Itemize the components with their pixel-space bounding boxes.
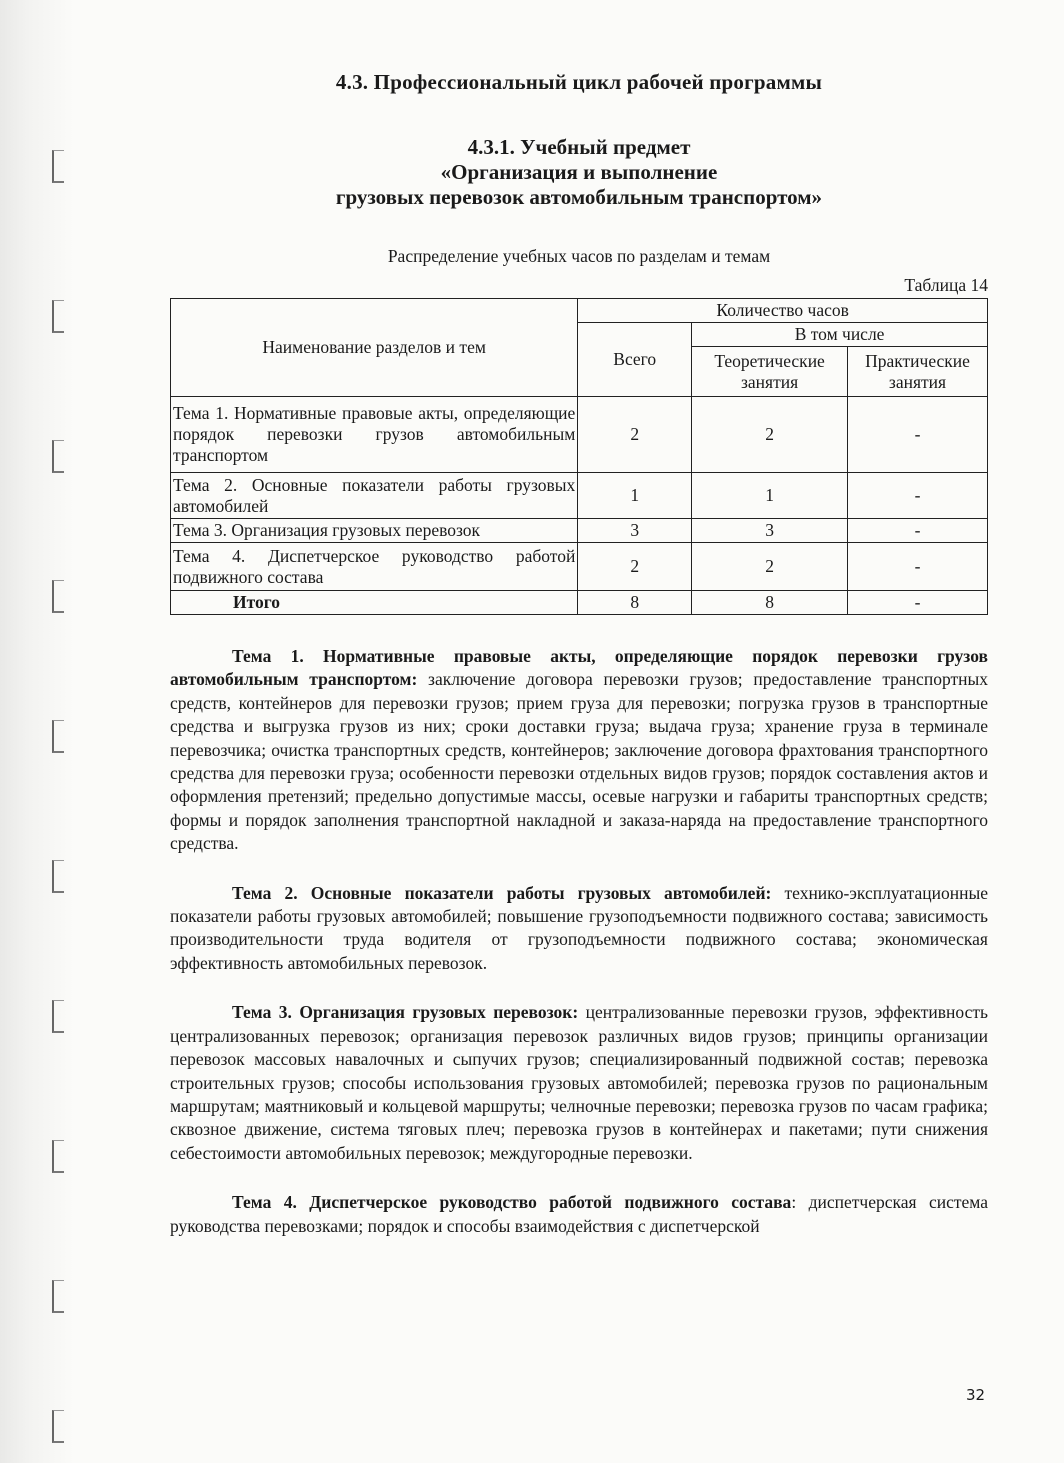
hours-table <box>170 298 988 615</box>
practice-hours: - <box>848 473 988 519</box>
binding-hole <box>52 1000 64 1033</box>
header-hours: Количество часов <box>578 299 988 323</box>
table-row <box>171 473 988 519</box>
theory-hours: 3 <box>692 519 848 543</box>
subject-title <box>170 135 988 210</box>
topic-name: Тема 2. Основные показатели работы грузовых автомобилей <box>171 473 578 519</box>
topic-paragraph <box>170 1191 988 1238</box>
header-theory: Теоретические занятия <box>692 347 848 397</box>
binding-hole <box>52 860 64 893</box>
subject-title-line: грузовых перевозок автомобильным транспортом» <box>335 185 823 209</box>
document-page <box>170 70 988 1238</box>
header-practice: Практические занятия <box>848 347 988 397</box>
total-hours: 1 <box>578 473 692 519</box>
binding-hole <box>52 300 64 333</box>
page-number: 32 <box>966 1386 986 1404</box>
binding-hole <box>52 1140 64 1173</box>
table-total-row <box>171 591 988 615</box>
topic-text: централизованные перевозки грузов, эффективность централизованных перевозок; организация перевозок различных видов грузов; принципы организации перевозок массовых навалочных и сыпучих грузов; специализированный подвижной состав; перевозка строительных грузов; способы использования грузовых автомобилей; перевозка грузов по рациональным маршрутам; маятниковый и кольцевой маршруты; челночные перевозки; перевозка грузов по часам графика; сквозное движение, система тяговых плеч; перевозка грузов в контейнерах и пакетами; пути снижения себестоимости автомобильных перевозок; междугородные перевозки. <box>170 1002 988 1163</box>
topic-heading: Тема 4. Диспетчерское руководство работой подвижного состава <box>232 1192 792 1213</box>
theory-hours: 1 <box>692 473 848 519</box>
topic-heading: Тема 1. Нормативные правовые акты, определяющие порядок перевозки грузов автомобильным транспортом: <box>170 646 988 690</box>
total-hours: 2 <box>578 397 692 473</box>
topic-text: : диспетчерская система руководства перевозками; порядок и способы взаимодействия с диспетчерской <box>170 1192 988 1236</box>
subject-title-line: 4.3.1. Учебный предмет <box>467 135 691 159</box>
binding-hole <box>52 440 64 473</box>
topic-heading: Тема 2. Основные показатели работы грузовых автомобилей: <box>232 882 772 903</box>
topic-name: Тема 3. Организация грузовых перевозок <box>171 519 578 543</box>
topic-paragraph <box>170 1001 988 1165</box>
topic-name: Тема 1. Нормативные правовые акты, определяющие порядок перевозки грузов автомобильным транспортом <box>171 397 578 473</box>
table-row <box>171 397 988 473</box>
binding-hole <box>52 150 64 183</box>
table-row <box>171 519 988 543</box>
total-hours: 3 <box>578 519 692 543</box>
practice-hours: - <box>848 543 988 591</box>
topic-heading: Тема 3. Организация грузовых перевозок: <box>232 1002 579 1023</box>
subject-title-line: «Организация и выполнение <box>440 160 718 184</box>
binding-edge <box>0 0 74 1463</box>
total-hours: 2 <box>578 543 692 591</box>
topic-paragraph <box>170 645 988 856</box>
binding-hole <box>52 580 64 613</box>
total-hours: 8 <box>578 591 692 615</box>
binding-hole <box>52 720 64 753</box>
practice-hours: - <box>848 397 988 473</box>
table-number: Таблица 14 <box>904 275 988 295</box>
theory-hours: 2 <box>692 397 848 473</box>
practice-hours: - <box>848 591 988 615</box>
table-caption: Распределение учебных часов по разделам и темам <box>387 246 771 266</box>
theory-hours: 8 <box>692 591 848 615</box>
total-label: Итого <box>171 591 578 615</box>
theory-hours: 2 <box>692 543 848 591</box>
practice-hours: - <box>848 519 988 543</box>
binding-hole <box>52 1280 64 1313</box>
binding-hole <box>52 1410 64 1443</box>
topic-text: технико-эксплуатационные показатели работы грузовых автомобилей; повышение грузоподъемности подвижного состава; зависимость производительности труда водителя от грузоподъемности подвижного состава; экономическая эффективность автомобильных перевозок. <box>170 882 989 973</box>
topic-paragraph <box>170 882 988 976</box>
table-row <box>171 543 988 591</box>
section-title: 4.3. Профессиональный цикл рабочей программы <box>335 70 823 94</box>
topic-name: Тема 4. Диспетчерское руководство работой подвижного состава <box>171 543 578 591</box>
header-total: Всего <box>578 323 692 397</box>
header-name: Наименование разделов и тем <box>171 299 578 397</box>
topic-text: заключение договора перевозки грузов; предоставление транспортных средств, контейнеров для перевозки грузов; прием груза для перевозки; погрузка грузов в транспортные средства и выгрузка грузов из них; сроки доставки груза; выдача груза; хранение груза в терминале перевозчика; очистка транспортных средств, контейнеров; заключение договора фрахтования транспортного средства для перевозки груза; особенности перевозки отдельных видов грузов; порядок составления актов и оформления претензий; предельно допустимые массы, осевые нагрузки и габариты транспортных средств; формы и порядок заполнения транспортной накладной и заказа-наряда на предоставление транспортного средства. <box>170 669 988 854</box>
header-including: В том числе <box>692 323 988 347</box>
